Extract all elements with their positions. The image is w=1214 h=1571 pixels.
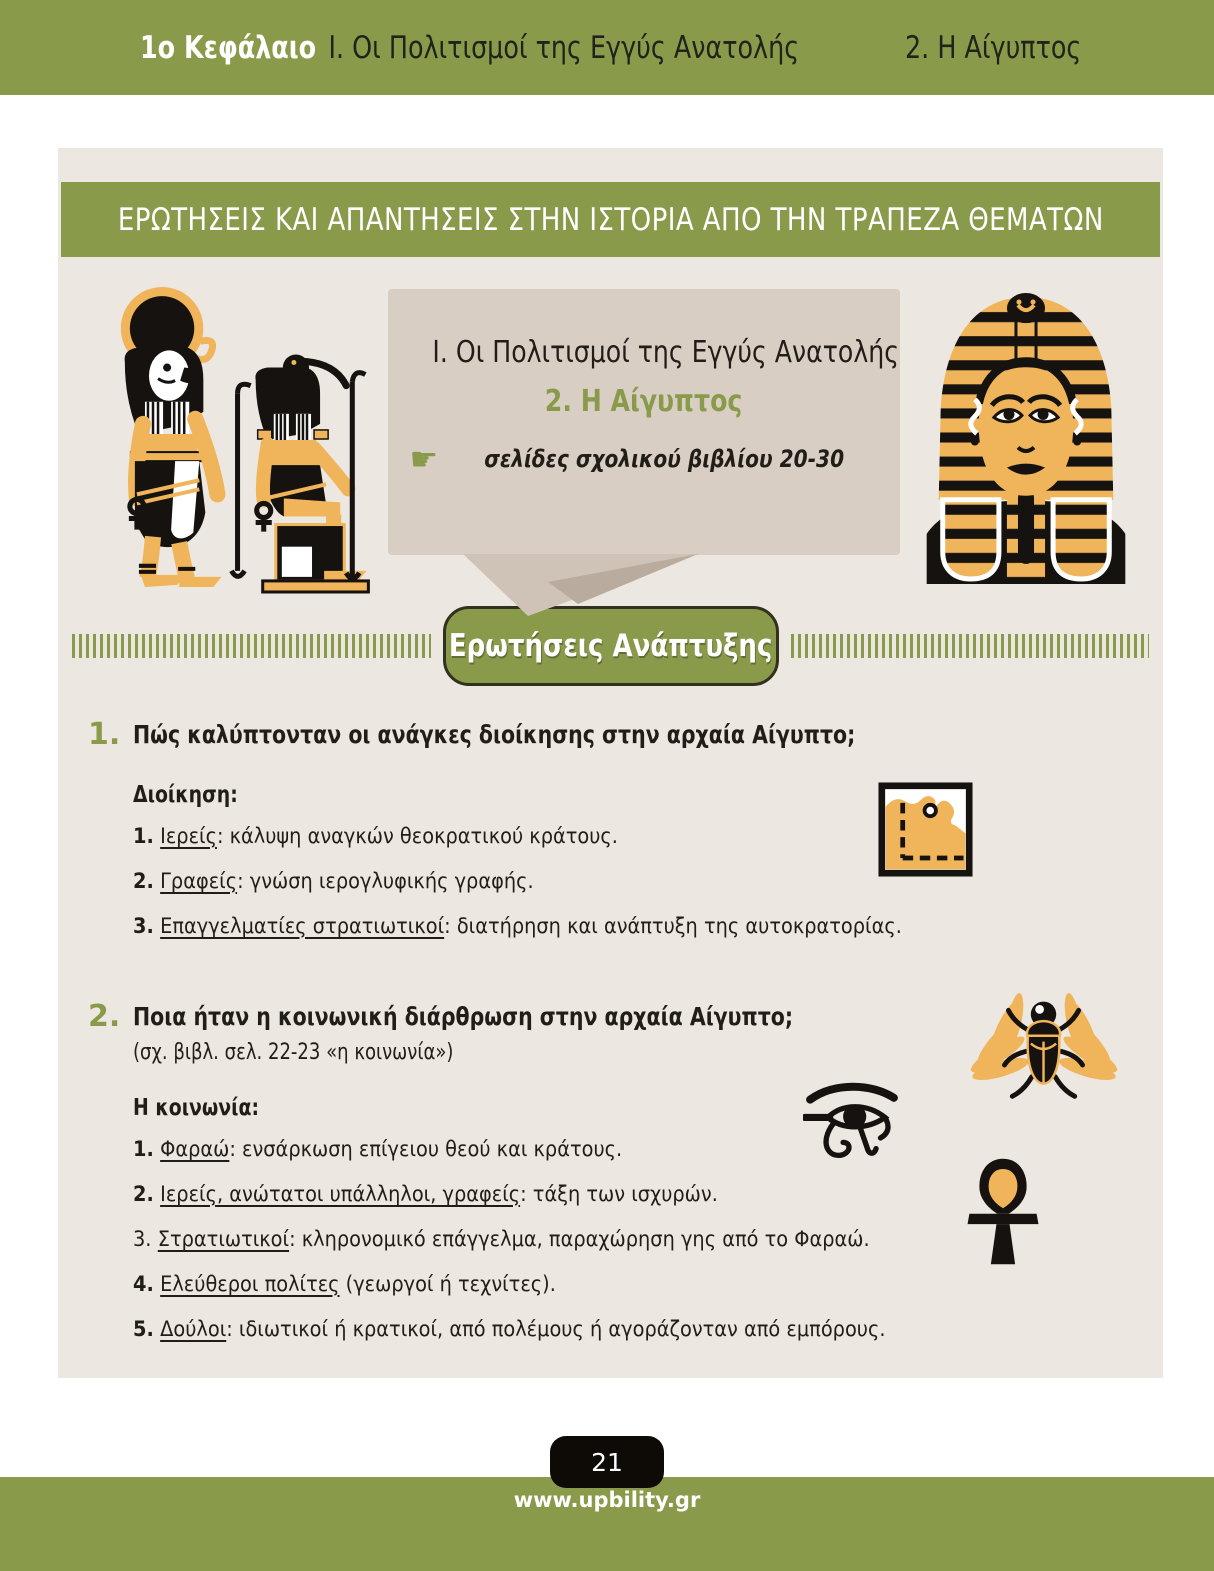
answer-item: 2. Ιερείς, ανώτατοι υπάλληλοι, γραφείς: τάξη των ισχυρών. bbox=[133, 1182, 718, 1207]
bubble-subtitle: 2. Η Αίγυπτος bbox=[545, 384, 743, 419]
question-2-text: Ποια ήταν η κοινωνική διάρθρωση στην αρχαία Αίγυπτο; bbox=[133, 1002, 794, 1031]
egypt-map-icon bbox=[878, 782, 973, 877]
page-number-badge bbox=[550, 1436, 664, 1488]
pointing-hand-icon: ☛ bbox=[409, 440, 439, 478]
answer-item: 4. Ελεύθεροι πολίτες (γεωργοί ή τεχνίτες). bbox=[133, 1272, 556, 1297]
subsection-label: 2. Η Αίγυπτος bbox=[905, 29, 1082, 66]
speech-bubble-tail bbox=[428, 554, 728, 616]
question-1-subheading: Διοίκηση: bbox=[133, 782, 238, 808]
question-1-number: 1. bbox=[88, 717, 121, 752]
question-1-head bbox=[58, 718, 1163, 752]
answer-item: 3. Επαγγελματίες στρατιωτικοί: διατήρηση και ανάπτυξη της αυτοκρατορίας. bbox=[133, 914, 902, 939]
answer-item: 3. Στρατιωτικοί: κληρονομικό επάγγελμα, παραχώρηση γης από το Φαραώ. bbox=[133, 1227, 870, 1252]
eye-of-horus-icon bbox=[803, 1075, 901, 1167]
section-label: Ι. Οι Πολιτισμοί της Εγγύς Ανατολής bbox=[328, 29, 800, 66]
question-1-answers bbox=[133, 824, 1163, 939]
section-divider bbox=[72, 605, 1149, 687]
website-url: www.upbility.gr bbox=[513, 1488, 701, 1512]
question-2 bbox=[58, 1000, 1163, 1362]
question-1 bbox=[58, 718, 1163, 959]
divider-dashes-left bbox=[72, 634, 431, 658]
question-1-text: Πώς καλύπτονταν οι ανάγκες διοίκησης στην αρχαία Αίγυπτο; bbox=[133, 720, 856, 749]
answer-item: 5. Δούλοι: ιδιωτικοί ή κρατικοί, από πολέμους ή αγοράζονταν από εμπόρους. bbox=[133, 1317, 886, 1342]
page-number: 21 bbox=[591, 1447, 623, 1477]
bubble-title: Ι. Οι Πολιτισμοί της Εγγύς Ανατολής bbox=[432, 335, 900, 370]
winged-scarab-icon bbox=[963, 985, 1125, 1107]
ankh-icon bbox=[965, 1155, 1041, 1267]
question-2-note: (σχ. βιβλ. σελ. 22-23 «η κοινωνία») bbox=[133, 1040, 454, 1065]
chapter-label: 1ο Κεφάλαιο bbox=[140, 29, 317, 66]
content-panel bbox=[58, 148, 1163, 1378]
bubble-note bbox=[388, 440, 900, 478]
speech-bubble bbox=[388, 289, 900, 555]
question-2-number: 2. bbox=[88, 999, 121, 1034]
tutankhamun-mask-illustration bbox=[914, 281, 1138, 587]
hero-illustrations bbox=[58, 281, 1163, 599]
footer-bar bbox=[0, 1477, 1214, 1571]
egyptian-gods-illustration bbox=[86, 283, 374, 595]
bubble-note-text: σελίδες σχολικού βιβλίου 20-30 bbox=[484, 445, 845, 473]
banner-title: ΕΡΩΤΗΣΕΙΣ ΚΑΙ ΑΠΑΝΤΗΣΕΙΣ ΣΤΗΝ ΙΣΤΟΡΙΑ ΑΠΟ ΤΗΝ ΤΡΑΠΕΖΑ ΘΕΜΑΤΩΝ bbox=[117, 201, 1104, 238]
banner bbox=[61, 182, 1160, 257]
answer-item: 1. Φαραώ: ενσάρκωση επίγειου θεού και κράτους. bbox=[133, 1137, 623, 1162]
header-bar bbox=[0, 0, 1214, 95]
answer-item: 2. Γραφείς: γνώση ιερογλυφικής γραφής. bbox=[133, 869, 534, 894]
answer-item: 1. Ιερείς: κάλυψη αναγκών θεοκρατικού κράτους. bbox=[133, 824, 618, 849]
question-2-subheading: Η κοινωνία: bbox=[133, 1095, 259, 1121]
divider-dashes-right bbox=[791, 634, 1150, 658]
section-pill: Ερωτήσεις Ανάπτυξης bbox=[443, 606, 779, 686]
